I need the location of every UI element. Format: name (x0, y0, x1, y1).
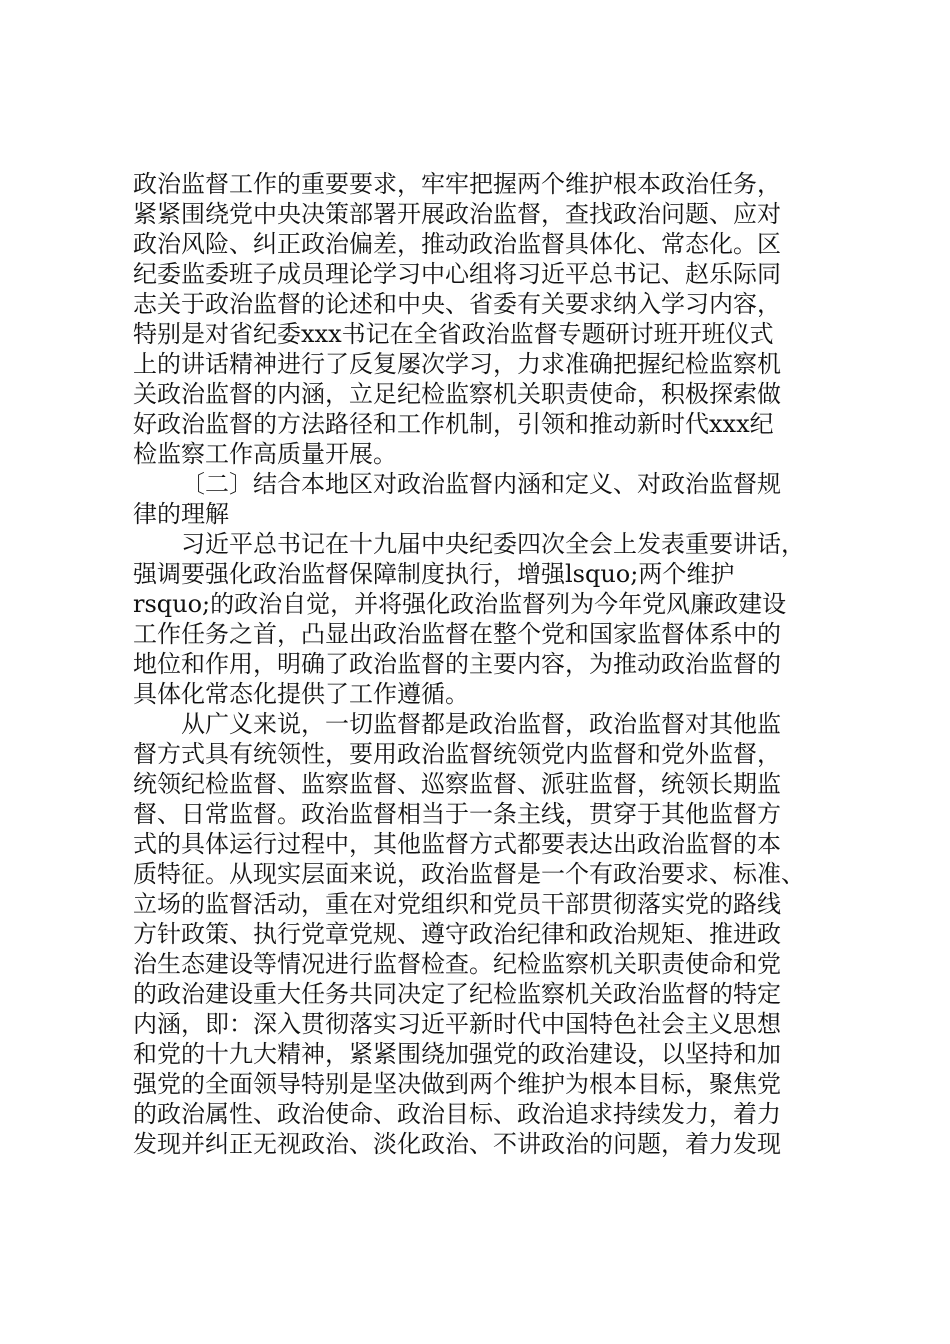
text-line: 特别是对省纪委xxx书记在全省政治监督专题研讨班开班仪式 (133, 320, 774, 348)
paragraph-first-line: 〔二〕结合本地区对政治监督内涵和定义、对政治监督规 (181, 470, 781, 498)
text-line: 地位和作用，明确了政治监督的主要内容，为推动政治监督的 (133, 650, 781, 678)
text-line: 关政治监督的内涵，立足纪检监察机关职责使命，积极探索做 (133, 380, 781, 408)
text-line: 发现并纠正无视政治、淡化政治、不讲政治的问题，着力发现 (133, 1130, 781, 1158)
text-line: 和党的十九大精神，紧紧围绕加强党的政治建设，以坚持和加 (133, 1040, 781, 1068)
text-line: 政治风险、纠正政治偏差，推动政治监督具体化、常态化。区 (133, 230, 781, 258)
text-line: 好政治监督的方法路径和工作机制，引领和推动新时代xxx纪 (133, 410, 774, 438)
text-line: 督、日常监督。政治监督相当于一条主线，贯穿于其他监督方 (133, 800, 781, 828)
text-line: 强调要强化政治监督保障制度执行，增强lsquo;两个维护 (133, 560, 735, 588)
paragraph-first-line: 从广义来说，一切监督都是政治监督，政治监督对其他监 (181, 710, 781, 738)
text-line: 督方式具有统领性，要用政治监督统领党内监督和党外监督， (133, 740, 781, 768)
text-line: 的政治属性、政治使命、政治目标、政治追求持续发力，着力 (133, 1100, 781, 1128)
text-line: 强党的全面领导特别是坚决做到两个维护为根本目标，聚焦党 (133, 1070, 781, 1098)
text-line: 检监察工作高质量开展。 (133, 440, 397, 468)
text-line: rsquo;的政治自觉，并将强化政治监督列为今年党风廉政建设 (133, 590, 787, 618)
text-line: 紧紧围绕党中央决策部署开展政治监督，查找政治问题、应对 (133, 200, 781, 228)
document-page (133, 169, 833, 1159)
text-line: 内涵，即：深入贯彻落实习近平新时代中国特色社会主义思想 (133, 1010, 781, 1038)
text-line: 治生态建设等情况进行监督检查。纪检监察机关职责使命和党 (133, 950, 781, 978)
text-line: 律的理解 (133, 500, 229, 528)
text-line: 志关于政治监督的论述和中央、省委有关要求纳入学习内容， (133, 290, 781, 318)
text-line: 方针政策、执行党章党规、遵守政治纪律和政治规矩、推进政 (133, 920, 781, 948)
text-line: 的政治建设重大任务共同决定了纪检监察机关政治监督的特定 (133, 980, 781, 1008)
text-line: 立场的监督活动，重在对党组织和党员干部贯彻落实党的路线 (133, 890, 781, 918)
text-line: 质特征。从现实层面来说，政治监督是一个有政治要求、标准、 (133, 860, 805, 888)
text-line: 上的讲话精神进行了反复屡次学习，力求准确把握纪检监察机 (133, 350, 781, 378)
text-line: 式的具体运行过程中，其他监督方式都要表达出政治监督的本 (133, 830, 781, 858)
text-line: 具体化常态化提供了工作遵循。 (133, 680, 469, 708)
text-line: 统领纪检监督、监察监督、巡察监督、派驻监督，统领长期监 (133, 770, 781, 798)
text-line: 政治监督工作的重要要求，牢牢把握两个维护根本政治任务， (133, 170, 781, 198)
text-line: 纪委监委班子成员理论学习中心组将习近平总书记、赵乐际同 (133, 260, 781, 288)
paragraph-first-line: 习近平总书记在十九届中央纪委四次全会上发表重要讲话， (181, 530, 805, 558)
text-line: 工作任务之首，凸显出政治监督在整个党和国家监督体系中的 (133, 620, 781, 648)
